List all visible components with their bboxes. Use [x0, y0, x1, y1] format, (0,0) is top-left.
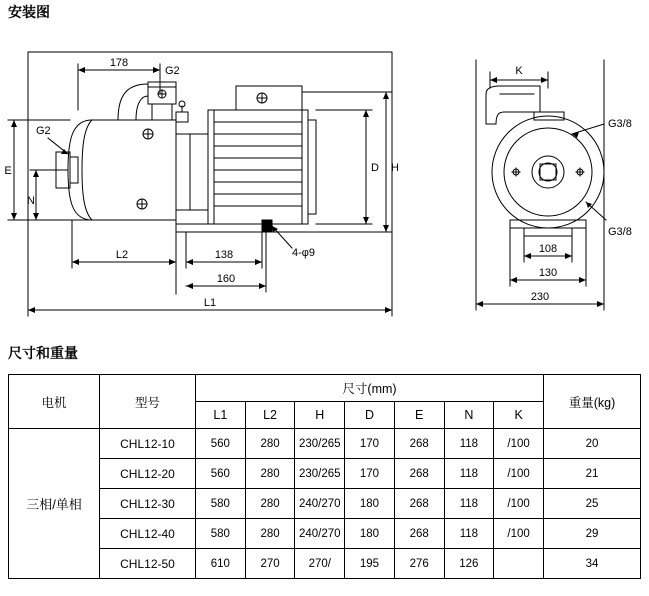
cell-model: CHL12-20 — [100, 459, 196, 489]
dim-label-g2-top: G2 — [165, 65, 180, 77]
header-dims-group: 尺寸(mm) — [196, 375, 544, 402]
dim-label-h: H — [391, 162, 399, 174]
header-col-h: H — [295, 402, 345, 429]
page-title-installation: 安装图 — [8, 4, 50, 20]
cell-n: 118 — [444, 429, 494, 459]
dim-label-160: 160 — [216, 273, 236, 285]
dim-label-l2: L2 — [115, 249, 129, 261]
cell-k: /100 — [494, 519, 544, 549]
cell-h: 240/270 — [295, 489, 345, 519]
cell-weight: 29 — [544, 519, 641, 549]
table-row — [9, 489, 641, 519]
cell-n: 126 — [444, 549, 494, 579]
table-row — [9, 549, 641, 579]
cell-motor-type: 三相/单相 — [9, 429, 100, 579]
dim-label-138: 138 — [214, 249, 234, 261]
table-row — [9, 459, 641, 489]
cell-e: 268 — [394, 489, 444, 519]
cell-l1: 560 — [196, 429, 246, 459]
header-col-d: D — [345, 402, 395, 429]
cell-l1: 580 — [196, 489, 246, 519]
cell-k: /100 — [494, 429, 544, 459]
cell-weight: 34 — [544, 549, 641, 579]
cell-h: 230/265 — [295, 429, 345, 459]
dim-label-130: 130 — [538, 267, 558, 279]
dim-label-230: 230 — [530, 291, 550, 303]
cell-h: 240/270 — [295, 519, 345, 549]
cell-h: 270/ — [295, 549, 345, 579]
dimensions-table — [8, 374, 641, 579]
cell-l2: 280 — [245, 519, 295, 549]
header-weight: 重量(kg) — [544, 375, 641, 429]
header-col-l1: L1 — [196, 402, 246, 429]
cell-k: /100 — [494, 489, 544, 519]
cell-weight: 20 — [544, 429, 641, 459]
dim-label-g2-left: G2 — [36, 125, 51, 137]
dim-label-d: D — [371, 162, 379, 174]
dim-label-e: E — [4, 165, 12, 177]
table-header-row-1 — [9, 375, 641, 402]
cell-l2: 280 — [245, 489, 295, 519]
dim-label-holes: 4-φ9 — [292, 247, 316, 259]
dim-label-l1: L1 — [203, 297, 217, 309]
cell-h: 230/265 — [295, 459, 345, 489]
header-col-n: N — [444, 402, 494, 429]
dim-label-178: 178 — [109, 57, 129, 69]
dimensions-table-wrapper — [8, 374, 641, 579]
dim-label-g38-top: G3/8 — [608, 118, 632, 130]
cell-weight: 25 — [544, 489, 641, 519]
dim-label-n: N — [27, 195, 35, 207]
cell-e: 276 — [394, 549, 444, 579]
cell-n: 118 — [444, 459, 494, 489]
dim-label-k: K — [515, 65, 523, 77]
cell-model: CHL12-10 — [100, 429, 196, 459]
cell-k — [494, 549, 544, 579]
cell-k: /100 — [494, 459, 544, 489]
header-col-l2: L2 — [245, 402, 295, 429]
table-row — [9, 519, 641, 549]
cell-d: 170 — [345, 429, 395, 459]
cell-e: 268 — [394, 429, 444, 459]
cell-l1: 560 — [196, 459, 246, 489]
cell-weight: 21 — [544, 459, 641, 489]
cell-l1: 580 — [196, 519, 246, 549]
page-title-dimensions: 尺寸和重量 — [8, 345, 78, 361]
header-model: 型号 — [100, 375, 196, 429]
cell-e: 268 — [394, 519, 444, 549]
cell-l1: 610 — [196, 549, 246, 579]
cell-e: 268 — [394, 459, 444, 489]
installation-drawing — [0, 24, 649, 334]
header-motor: 电机 — [9, 375, 100, 429]
cell-l2: 280 — [245, 429, 295, 459]
cell-n: 118 — [444, 489, 494, 519]
table-row — [9, 429, 641, 459]
cell-d: 180 — [345, 519, 395, 549]
cell-n: 118 — [444, 519, 494, 549]
cell-l2: 270 — [245, 549, 295, 579]
header-col-e: E — [394, 402, 444, 429]
cell-model: CHL12-50 — [100, 549, 196, 579]
dim-label-g38-bottom: G3/8 — [608, 226, 632, 238]
cell-d: 195 — [345, 549, 395, 579]
cell-l2: 280 — [245, 459, 295, 489]
dim-label-108: 108 — [538, 243, 558, 255]
cell-model: CHL12-40 — [100, 519, 196, 549]
cell-d: 170 — [345, 459, 395, 489]
cell-model: CHL12-30 — [100, 489, 196, 519]
cell-d: 180 — [345, 489, 395, 519]
header-col-k: K — [494, 402, 544, 429]
